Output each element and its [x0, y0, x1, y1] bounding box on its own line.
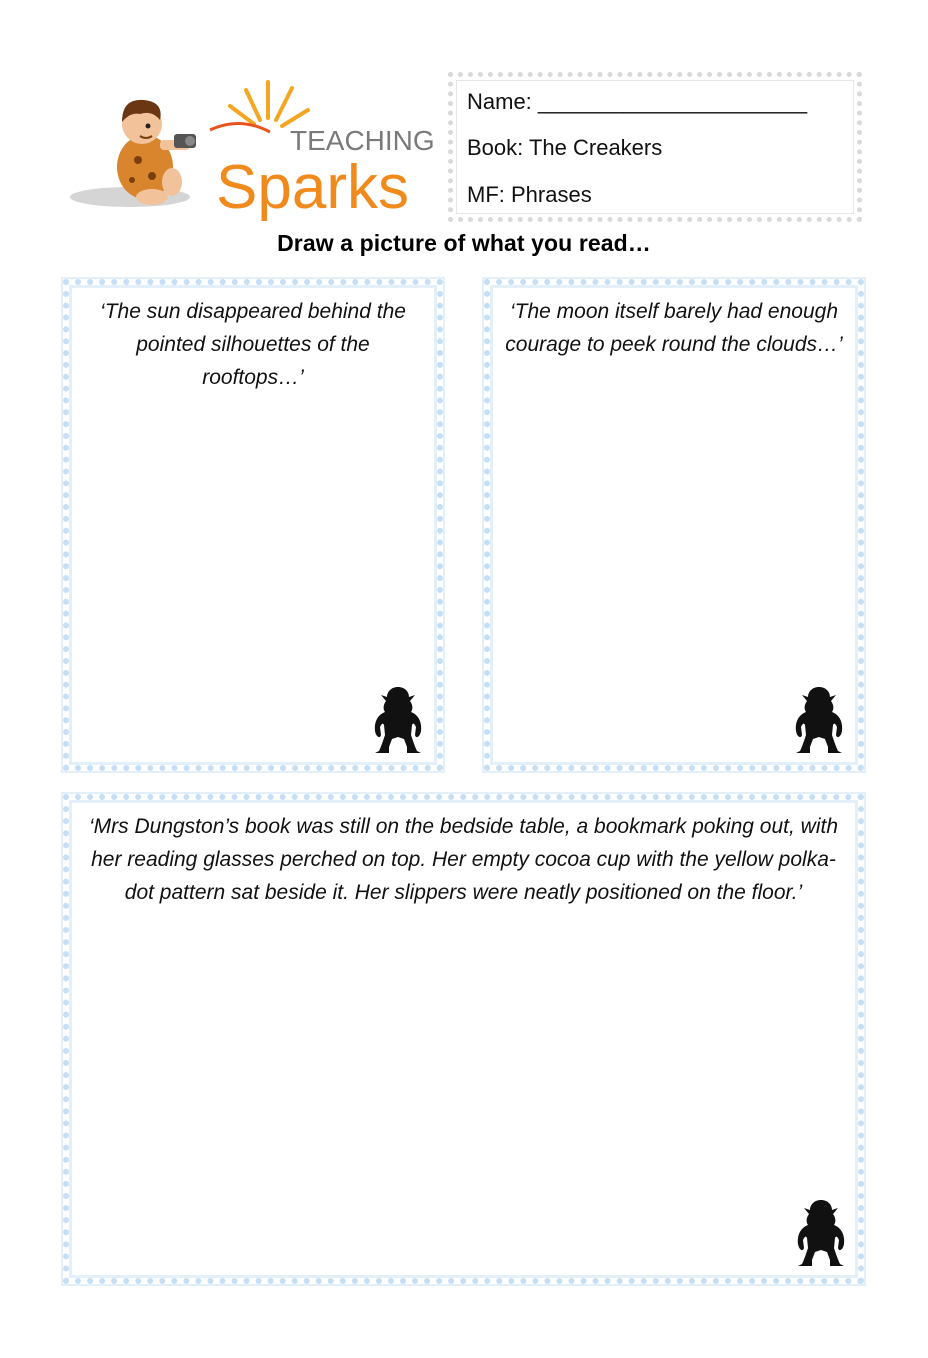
logo-word-top: TEACHING	[290, 125, 435, 156]
teaching-sparks-logo	[60, 72, 440, 222]
troll-silhouette-icon	[794, 1196, 848, 1270]
panel-quote: ‘The sun disappeared behind the pointed silhouettes of the rooftops…’	[100, 300, 406, 389]
book-label: Book: The Creakers	[467, 135, 663, 160]
student-info-box	[448, 72, 862, 222]
drawing-panel-1[interactable]	[63, 279, 443, 771]
troll-silhouette-icon	[371, 683, 425, 757]
drawing-panel-2[interactable]	[484, 279, 864, 771]
page-heading: Draw a picture of what you read…	[277, 230, 651, 256]
caveman-with-camera-icon	[60, 72, 440, 222]
name-field[interactable]: Name: ______________________	[467, 89, 808, 114]
mf-label: MF: Phrases	[467, 182, 592, 207]
troll-silhouette-icon	[792, 683, 846, 757]
drawing-panel-3[interactable]	[63, 794, 864, 1284]
panel-quote: ‘Mrs Dungston’s book was still on the bedside table, a bookmark poking out, with her reading glasses perched on top. Her empty cocoa cup with the yellow polka-dot pattern sat beside it. Her slippers were neatly positioned on the floor.’	[88, 815, 839, 904]
logo-word-main: Sparks	[216, 153, 409, 222]
panel-quote: ‘The moon itself barely had enough courage to peek round the clouds…’	[505, 300, 843, 356]
